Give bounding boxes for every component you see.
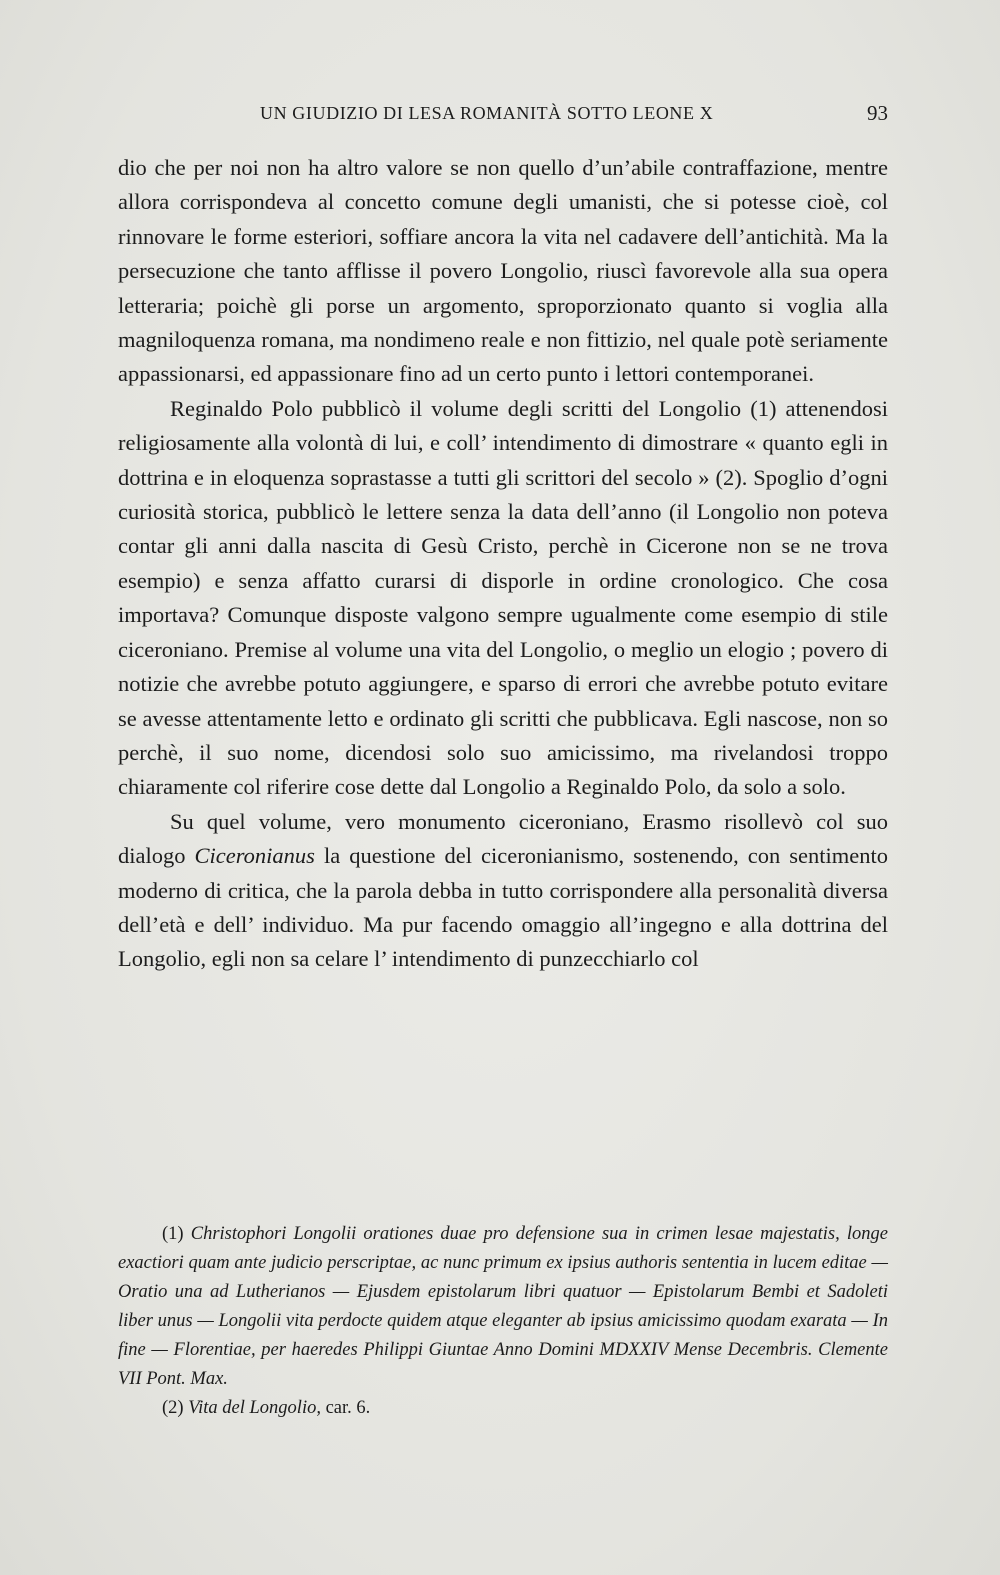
running-head — [120, 103, 888, 133]
footnote-2-text: Vita del Longolio, — [188, 1398, 321, 1418]
paragraph-1: dio che per noi non ha altro valore se non quello d’un’abile contraffazione, mentre allora corrispondeva al concetto comune degli umanisti, che si potesse cioè, col rinnovare le forme esteriori, soffiare ancora la vita nel cadavere dell’antichità. Ma la persecuzione che tanto afflisse il povero Longolio, riuscì favorevole alla sua opera letteraria; poichè gli porse un argomento, sproporzionato quanto si voglia alla magniloquenza romana, ma nondimeno reale e non fittizio, nel quale potè seriamente appassionarsi, ed appassionare fino ad un certo punto i lettori contemporanei. — [118, 155, 888, 387]
paragraph-2: Reginaldo Polo pubblicò il volume degli scritti del Longolio (1) attenendosi religiosamente alla volontà di lui, e coll’ intendimento di dimostrare « quanto egli in dottrina e in eloquenza soprastasse a tutti gli scrittori del secolo » (2). Spoglio d’ogni curiosità storica, pubblicò le lettere senza la data dell’anno (il Longolio non poteva contar gli anni dalla nascita di Gesù Cristo, perchè in Cicerone non se ne trova esempio) e senza affatto curarsi di disporle in ordine cronologico. Che cosa importava? Comunque disposte valgono sempre ugualmente come esempio di stile ciceroniano. Premise al volume una vita del Longolio, o meglio un elogio ; povero di notizie che avrebbe potuto aggiungere, e sparso di errori che avrebbe potuto evitare se avesse attentamente letto e ordinato gli scritti che pubblicava. Egli nascose, non so perchè, il suo nome, dicendosi solo suo amicissimo, ma rivelandosi troppo chiaramente col riferire cose dette dal Longolio a Reginaldo Polo, da solo a solo. — [118, 395, 888, 800]
paragraph-3 — [118, 805, 888, 977]
footnote-1-text: Christophori Longolii orationes duae pro defensione sua in crimen lesae majestatis, longe exactiori quam ante judicio perscriptae, ac nunc primum ex ipsius authoris sententia in lucem editae — Oratio una ad Lutherianos — Ejusdem epistolarum libri quatuor — Epistolarum Bembi et Sadoleti liber unus — Longolii vita perdocte quidem atque eleganter ab ipsius amicissimo quodam exarata — In fine — Florentiae, per haeredes Philippi Giuntae Anno Domini MDXXIV Mense Decembris. Clemente VII Pont. Max. — [118, 1224, 889, 1389]
footnote-2 — [118, 1394, 888, 1423]
paragraph-3-start: Su quel volume, vero monumento ciceroniano, Erasmo risollevò col suo dialogo — [118, 808, 888, 869]
paragraph-3-end: la questione del ciceronianismo, sostenendo, con sentimento moderno di critica, che la parola debba in tutto corrispondere alla personalità diversa dell’età e dell’ individuo. Ma pur facendo omaggio all’ingegno e alla dottrina del Longolio, egli non sa celare l’ intendimento di punzecchiarlo col — [118, 843, 888, 972]
footnote-1-mark: (1) — [162, 1224, 184, 1244]
page-number: 93 — [867, 101, 888, 125]
body-text — [118, 151, 888, 977]
footnote-1 — [118, 1220, 888, 1394]
work-title: Ciceronianus — [194, 843, 315, 869]
footnote-2-ref: car. 6. — [320, 1398, 371, 1418]
footnote-2-mark: (2) — [162, 1398, 184, 1418]
footnotes — [118, 1220, 888, 1423]
running-title: UN GIUDIZIO DI LESA ROMANITÀ SOTTO LEONE X — [260, 103, 714, 123]
